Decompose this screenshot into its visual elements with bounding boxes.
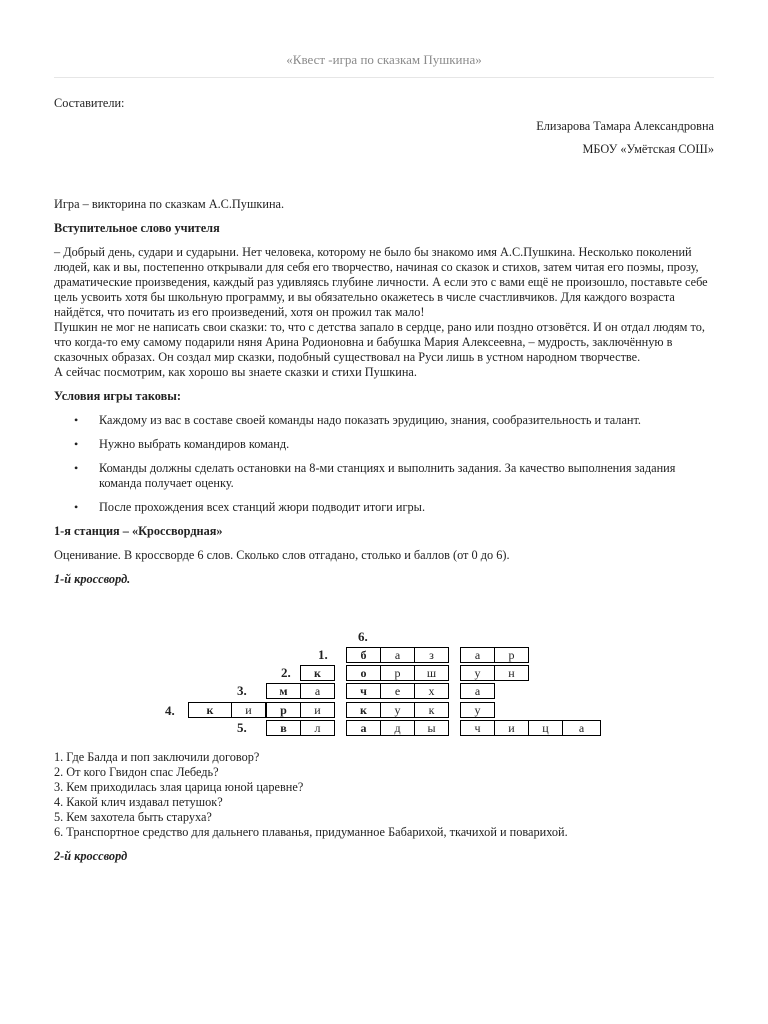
title-divider — [54, 77, 714, 78]
crossword-cell: к — [346, 702, 381, 718]
question-item: 2. От кого Гвидон спас Лебедь? — [54, 765, 219, 779]
crossword-cell: а — [460, 647, 495, 663]
author-name: Елизарова Тамара Александровна — [536, 119, 714, 133]
rules-list — [54, 413, 714, 515]
teacher-paragraph-3: А сейчас посмотрим, как хорошо вы знаете сказки и стихи Пушкина. — [54, 365, 417, 379]
crossword-cell: и — [231, 702, 266, 718]
intro-line: Игра – викторина по сказкам А.С.Пушкина. — [54, 197, 285, 211]
document-title: «Квест -игра по сказкам Пушкина» — [286, 52, 482, 67]
crossword-cell: а — [300, 683, 335, 699]
crossword-cell: з — [414, 647, 449, 663]
crossword-cell: р — [266, 702, 301, 718]
crossword-cell: а — [460, 683, 495, 699]
crossword-cell: о — [346, 665, 381, 681]
crossword-cell: и — [300, 702, 335, 718]
clue-number-2: 2. — [281, 665, 291, 680]
rule-item: • После прохождения всех станций жюри подводит итоги игры. — [54, 500, 714, 515]
compilers-label: Составители: — [54, 96, 125, 110]
question-item: 6. Транспортное средство для дальнего плаванья, придуманное Бабарихой, ткачихой и поварихой. — [54, 825, 568, 839]
rule-item: • Каждому из вас в составе своей команды надо показать эрудицию, знания, сообразительность и талант. — [54, 413, 714, 428]
clue-number-6: 6. — [358, 629, 368, 644]
rule-item: • Команды должны сделать остановки на 8-ми станциях и выполнить задания. За качество выполнения задания команда получает оценку. — [54, 461, 714, 491]
crossword-cell: у — [460, 665, 495, 681]
crossword-cell: н — [494, 665, 529, 681]
question-item: 5. Кем захотела быть старуха? — [54, 810, 212, 824]
question-item: 3. Кем приходилась злая царица юной царевне? — [54, 780, 304, 794]
crossword-cell: ы — [414, 720, 449, 736]
clue-number-4: 4. — [165, 703, 175, 718]
station-1-heading: 1-я станция – «Кроссвордная» — [54, 524, 223, 538]
crossword-cell: к — [414, 702, 449, 718]
crossword-cell: и — [494, 720, 529, 736]
crossword-cell: ч — [346, 683, 381, 699]
school-name: МБОУ «Умётская СОШ» — [582, 142, 714, 156]
crossword-1-questions — [54, 750, 714, 864]
clue-number-3: 3. — [237, 683, 247, 698]
crossword-cell: р — [380, 665, 415, 681]
crossword-cell: б — [346, 647, 381, 663]
crossword-cell: у — [380, 702, 415, 718]
rules-heading: Условия игры таковы: — [54, 389, 181, 403]
crossword-cell: к — [188, 702, 232, 718]
crossword-cell: у — [460, 702, 495, 718]
crossword-cell: м — [266, 683, 301, 699]
crossword-2-heading: 2-й кроссворд — [54, 849, 128, 863]
crossword-cell: р — [494, 647, 529, 663]
clue-number-5: 5. — [237, 720, 247, 735]
question-item: 1. Где Балда и поп заключили договор? — [54, 750, 260, 764]
teacher-paragraph-1: – Добрый день, судари и сударыни. Нет человека, которому не было бы знакомо имя А.С.Пушкина. Несколько поколений людей, как и вы, постепенно открывали для себя его творчество, начиная со сказок и стихов, затем читая его поэмы, прозу, драматические произведения, каждый раз удивляясь глубине личности. А если это с вами ещё не произошло, поставьте себе цель усвоить хотя бы школьную программу, и вы обязательно окажетесь в числе счастливчиков. Для каждого возраста найдётся, что почитать из его произведений, хотя он прожил так мало! — [54, 245, 708, 319]
scoring-text: Оценивание. В кроссворде 6 слов. Сколько слов отгадано, столько и баллов (от 0 до 6). — [54, 548, 510, 562]
rule-item: • Нужно выбрать командиров команд. — [54, 437, 714, 452]
crossword-cell: а — [380, 647, 415, 663]
crossword-cell: х — [414, 683, 449, 699]
crossword-cell: д — [380, 720, 415, 736]
crossword-cell: в — [266, 720, 301, 736]
crossword-cell: ч — [460, 720, 495, 736]
crossword-1-heading: 1-й кроссворд. — [54, 572, 131, 586]
crossword-cell: е — [380, 683, 415, 699]
crossword-cell: ш — [414, 665, 449, 681]
crossword-cell: к — [300, 665, 335, 681]
teacher-heading: Вступительное слово учителя — [54, 221, 220, 235]
question-item: 4. Какой клич издавал петушок? — [54, 795, 223, 809]
teacher-paragraph-2: Пушкин не мог не написать свои сказки: то, что с детства запало в сердце, рано или поздно отзовётся. И он отдал людям то, что когда-то ему самому подарили няня Арина Родионовна и бабушка Мария Алексеевна, – мудрость, заключённую в сказочных образах. Он создал мир сказки, подобный существовал на Руси лишь в устном народном творчестве. — [54, 320, 705, 364]
clue-number-1: 1. — [318, 647, 328, 662]
crossword-cell: а — [346, 720, 381, 736]
document-body — [54, 96, 714, 587]
crossword-cell: а — [562, 720, 601, 736]
crossword-cell: ц — [528, 720, 563, 736]
crossword-cell: л — [300, 720, 335, 736]
